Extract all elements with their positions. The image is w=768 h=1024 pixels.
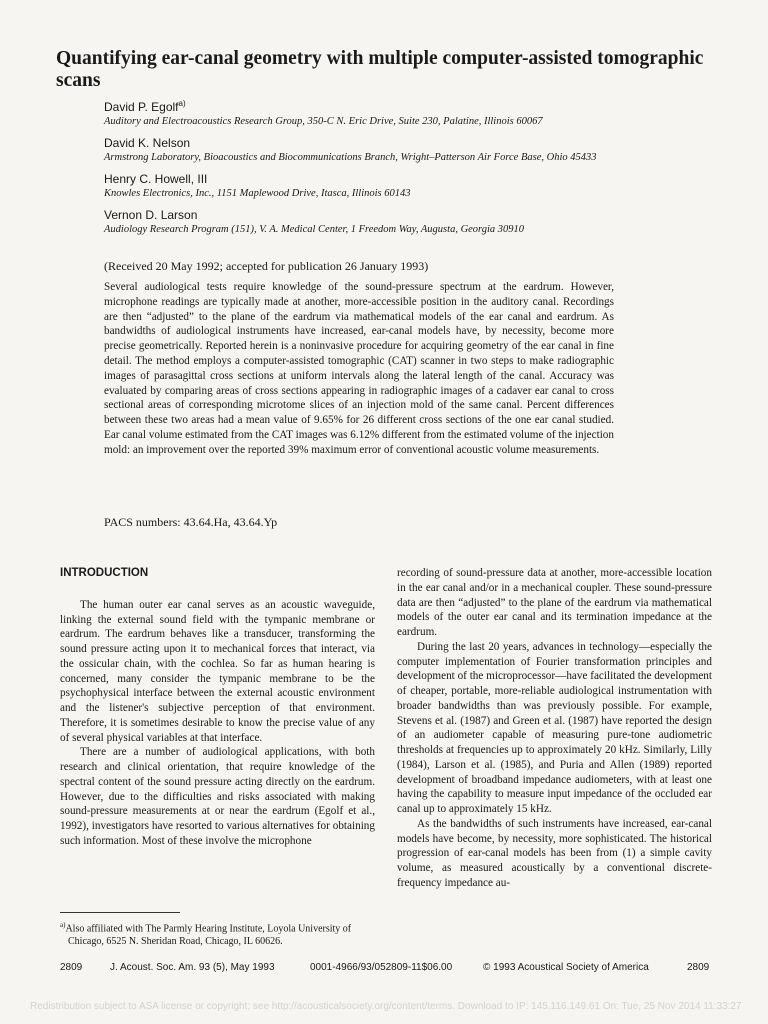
author-block — [104, 208, 664, 237]
abstract: Several audiological tests require knowledge of the sound-pressure spectrum at the eardrum. However, microphone readings are typically made at another, more-accessible position in the auditory canal. Recordings are then “adjusted” to the plane of the eardrum via mathematical models of the ear canal and eardrum. As bandwidths of audiological instruments have increased, ear-canal models have, by necessity, become more precise geometrically. Reported herein is a noninvasive procedure for acquiring geometry of the ear canal in fine detail. The method employs a computer-assisted tomographic (CAT) scanner in two steps to make radiographic images of parasagittal cross sections at uniform intervals along the lateral length of the canal. Accuracy was evaluated by comparing areas of cross sections appearing in radiographic images of a cadaver ear canal to cross sectional areas of corresponding microtome slices of an injection mold of the same canal. Percent differences between these two areas had a mean value of 9.65% for 26 different cross sections of the one ear canal studied. Ear canal volume estimated from the CAT images was 6.12% different from the estimated volume of the injection mold: an improvement over the reported 39% maximum error of conventional acoustic volume measurements. — [104, 281, 614, 456]
body-paragraph: The human outer ear canal serves as an acoustic waveguide, linking the external sound field with the tympanic membrane or eardrum. The eardrum behaves like a transducer, transforming the sound pressure acting upon it to mechanical forces that interact, via the ossicular chain, with the cochlea. So far as human hearing is concerned, many consider the tympanic membrane to be the psychophysical interface between the external acoustic environment and the listener's subjective perception of that environment. Therefore, it is sometimes desirable to know the precise value of any of several physical variables at that interface. — [60, 598, 375, 744]
issn: 0001-4966/93/052809-11$06.00 — [310, 962, 453, 973]
journal-citation: J. Acoust. Soc. Am. 93 (5), May 1993 — [110, 962, 275, 973]
footnote — [60, 919, 380, 948]
author-block — [104, 96, 664, 129]
author-affiliation: Knowles Electronics, Inc., 1151 Maplewood Drive, Itasca, Illinois 60143 — [104, 188, 411, 199]
author-affiliation: Audiology Research Program (151), V. A. Medical Center, 1 Freedom Way, Augusta, Georgia 30910 — [104, 224, 525, 235]
author-block — [104, 136, 664, 165]
page-number: 2809 — [60, 962, 83, 973]
pacs-numbers: PACS numbers: 43.64.Ha, 43.64.Yp — [104, 515, 278, 529]
author-affiliation: Armstrong Laboratory, Bioacoustics and Biocommunications Branch, Wright–Patterson Air Force Base, Ohio 45433 — [104, 152, 597, 163]
body-paragraph: recording of sound-pressure data at another, more-accessible location in the ear canal and/or in a mechanical coupler. These sound-pressure data are then “adjusted” to the plane of the eardrum via mathematical models of the outer ear canal and its termination impedance at the eardrum. — [397, 567, 712, 638]
page-number: 2809 — [687, 962, 710, 973]
author-block — [104, 172, 664, 201]
author-affiliation: Auditory and Electroacoustics Research Group, 350-C N. Eric Drive, Suite 230, Palatine, Illinois 60067 — [104, 116, 543, 127]
redistribution-watermark: Redistribution subject to ASA license or copyright; see http://acousticalsociety.org/content/terms. Download to IP: 145.116.149.61 On: Tue, 25 Nov 2014 11:33:27 — [30, 1001, 742, 1012]
body-paragraph: There are a number of audiological applications, with both research and clinical orientation, that require knowledge of the spectral content of the sound pressure acting directly on the eardrum. However, due to the difficulties and risks associated with making sound-pressure measurements at or near the eardrum (Egolf et al., 1992), investigators have resorted to various alternatives for obtaining such information. Most of these involve the microphone — [60, 746, 375, 847]
section-heading: INTRODUCTION — [60, 567, 149, 579]
received-date: (Received 20 May 1992; accepted for publication 26 January 1993) — [104, 259, 429, 273]
body-paragraph: As the bandwidths of such instruments have increased, ear-canal models have become, by necessity, more sophisticated. The historical progression of ear-canal models has been from (1) a simple cavity volume, as measured acoustically by a conventional discrete-frequency impedance au- — [397, 817, 712, 889]
left-column — [60, 566, 375, 849]
author-name: Vernon D. Larson — [104, 208, 198, 222]
body-paragraph: During the last 20 years, advances in technology—especially the computer implementation of Fourier transformation principles and development of the microprocessor—have facilitated the development of cheaper, portable, more-reliable audiological instrumentation with broader bandwidths than was previously possible. For example, Stevens et al. (1987) and Green et al. (1987) have reported the design of an audiometer capable of measuring pure-tone audiometric thresholds at frequencies up to approximately 20 kHz. Similarly, Lilly (1984), Larson et al. (1985), and Puria and Allen (1989) reported development of broadband impedance audiometers, with at least one having the capability to measure input impedance of the occluded ear canal up to approximately 15 kHz. — [397, 640, 712, 815]
footnote-marker[interactable]: a) — [178, 99, 186, 108]
page-footer — [60, 962, 710, 976]
right-column — [397, 566, 712, 891]
footnote-text: Chicago, 6525 N. Sheridan Road, Chicago, IL 60626. — [68, 936, 283, 948]
author-name: David K. Nelson — [104, 136, 191, 150]
author-list — [104, 96, 664, 244]
footnote-text: Also affiliated with The Parmly Hearing Institute, Loyola University of — [65, 923, 352, 935]
footnote-divider — [60, 912, 180, 913]
author-name: Henry C. Howell, III — [104, 172, 208, 186]
footnote-marker: a) — [60, 921, 66, 929]
author-name: David P. Egolf$^{a)}$ — [104, 99, 186, 114]
copyright: © 1993 Acoustical Society of America — [483, 962, 649, 973]
paper-title: Quantifying ear-canal geometry with multiple computer-assisted tomographic scans — [56, 48, 704, 91]
